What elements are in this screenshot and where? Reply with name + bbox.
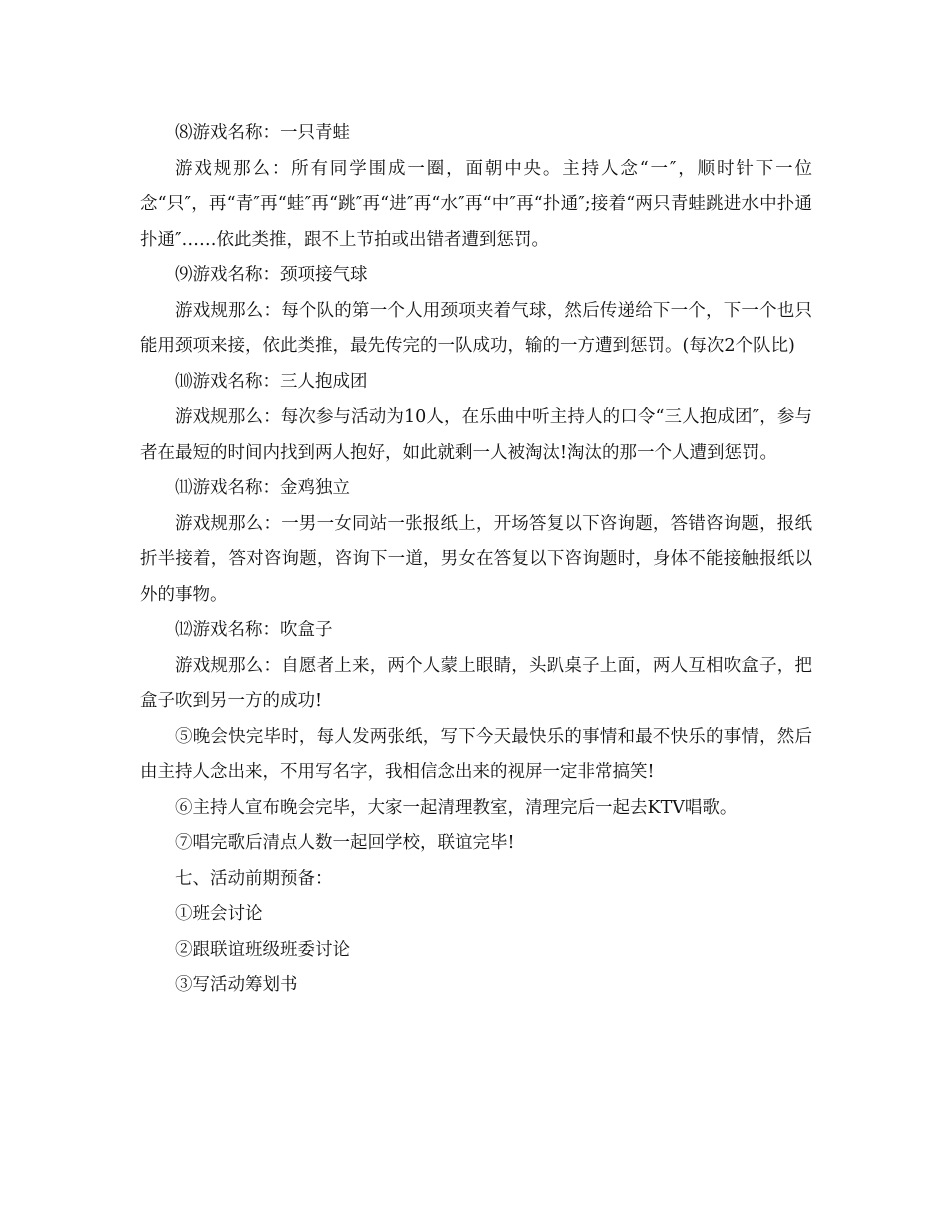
game-11-rules: 游戏规那么：一男一女同站一张报纸上，开场答复以下咨询题，答错咨询题，报纸折半接着，答对咨询题，咨询下一道，男女在答复以下咨询题时，身体不能接触报纸以外的事物。	[140, 513, 812, 605]
prep-item-3: ③写活动筹划书	[175, 975, 298, 995]
step-5-paragraph: ⑤晚会快完毕时，每人发两张纸，写下今天最快乐的事情和最不快乐的事情，然后由主持人念出来，不用写名字，我相信念出来的视屏一定非常搞笑!	[140, 726, 812, 782]
game-10-rules: 游戏规那么：每次参与活动为10人，在乐曲中听主持人的口令“三人抱成团″，参与者在最短的时间内找到两人抱好，如此就剩一人被淘汰!淘汰的那一个人遭到惩罚。	[140, 407, 812, 463]
game-9-title: ⑼游戏名称：颈项接气球	[175, 265, 368, 285]
section-7-heading: 七、活动前期预备：	[175, 868, 333, 889]
game-9-rules: 游戏规那么：每个队的第一个人用颈项夹着气球，然后传递给下一个，下一个也只能用颈项来接，依此类推，最先传完的一队成功，输的一方遭到惩罚。(每次2个队比)	[140, 300, 812, 356]
game-8-rules: 游戏规那么：所有同学围成一圈，面朝中央。主持人念“一″，顺时针下一位念“只″，再“青″再“蛙″再“跳″再“进″再“水″再“中″再“扑通″;接着“两只青蛙跳进水中扑通扑通″……依此类推，跟不上节拍或出错者遭到惩罚。	[140, 158, 812, 250]
game-12-title: ⑿游戏名称：吹盒子	[175, 620, 333, 640]
game-10-title: ⑽游戏名称：三人抱成团	[175, 371, 368, 392]
prep-item-1: ①班会讨论	[175, 904, 263, 924]
game-12-rules: 游戏规那么：自愿者上来，两个人蒙上眼睛，头趴桌子上面，两人互相吹盒子，把盒子吹到另一方的成功!	[140, 655, 812, 711]
document-page	[140, 116, 812, 1004]
step-6-paragraph: ⑥主持人宣布晚会完毕，大家一起清理教室，清理完后一起去KTV唱歌。	[175, 797, 738, 818]
prep-item-2: ②跟联谊班级班委讨论	[175, 939, 350, 960]
game-8-title: ⑻游戏名称：一只青蛙	[175, 123, 350, 143]
game-11-title: ⑾游戏名称：金鸡独立	[175, 478, 350, 498]
step-7-paragraph: ⑦唱完歌后清点人数一起回学校，联谊完毕!	[175, 833, 515, 853]
